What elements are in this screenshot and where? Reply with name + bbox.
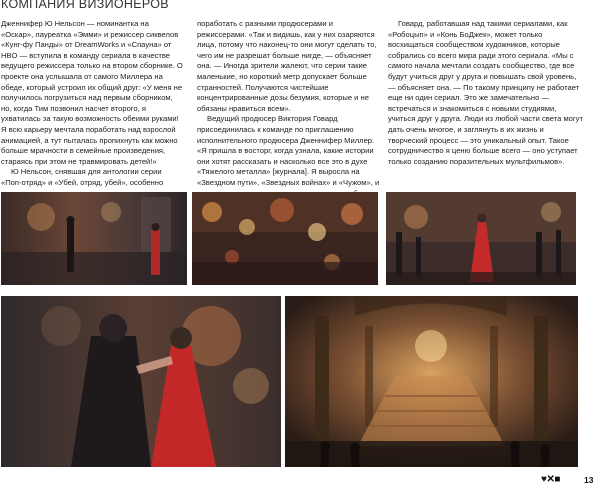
magazine-logo: ♥✕■: [541, 474, 560, 485]
text-column-1: [1, 19, 183, 199]
paragraph: Говард, работавшая над такими сериалами, как «Робоцып» и «Конь БоДжек», может только восхищаться сообществом художников, которые собрались со всего мира ради этого сериала. «Мы с самого начала мечтали создать сообщество, где все будут учиться друг у друга и повышать свой уровень, — объясняет она. — По такому принципу не работает еще ни один сериал. Это же замечательно — встречаться и знакомиться с новыми студиями, учиться друг у друга. Люди из любой части света могут дать очень многое, и заглянуть в их жизнь и творческий процесс — это уникальный опыт. Такое сотрудничество я ценю больше всего — оно уступает только созданию поразительных мультфильмов».: [388, 19, 583, 166]
paragraph: Дженнифер Ю Нельсон — номинантка на «Оскар», лауреатка «Эмми» и режиссер сиквелов «Кунг-фу Панды» от DreamWorks и «Спауна» от HBO — вступила в команду сериала в качестве ведущего режиссера только на втором сборнике. О проекте она услышала от самого Миллера на обеде, который устроил их общий друг: «У меня не получилось погрузиться над первым сборником, но, когда Тим позвонил насчет второго, я ухватилась за такую возможность обеими руками! Я всю карьеру мечтала поработать над взрослой анимацией, а тут пыталась пропихнуть как можно больше мрачности в семейные произведения, стараясь при этом не травмировать детей!»: [1, 19, 183, 166]
page-number: 13: [584, 475, 594, 485]
paragraph: Ю Нельсон, снявшая для антологии серии «Поп-отряд» и «Убей, отряд, убей», особенно: [1, 167, 164, 187]
concept-art-bokeh-lights: [192, 192, 378, 285]
concept-art-grand-hall-staircase: [285, 296, 578, 467]
concept-art-woman-red-dress: [386, 192, 576, 285]
concept-art-street-couple: [1, 192, 187, 285]
paragraph: Ведущий продюсер Виктория Говард присоединилась к команде по приглашению исполнительного продюсера Дженнифер Миллер. «Я пришла в восторг, когда узнала, какие истории они хотят рассказать и насколько все это в духе «Тяжелого металла» [журнала]. Я выросла на «Звездном пути», «Звездных войнах» и «Чужом», и: [197, 114, 380, 187]
section-title: КОМПАНИЯ ВИЗИОНЕРОВ: [1, 0, 169, 11]
text-column-3: [388, 19, 583, 167]
paragraph: поработать с разными продюсерами и режиссерами. «Так и видишь, как у них озаряются лица, потому что наконец-то они могут сделать то, чего им не разрешат больше нигде, — объясняет она. — Иногда зрители жалеют, что серии такие маленькие, но короткий метр допускает больше странностей. Получаются чистейшие концентрированные дозы безумия, которые и не обязаны нравиться всем».: [197, 19, 377, 113]
concept-art-dancing-couple: [1, 296, 281, 467]
text-column-2: [197, 19, 383, 210]
